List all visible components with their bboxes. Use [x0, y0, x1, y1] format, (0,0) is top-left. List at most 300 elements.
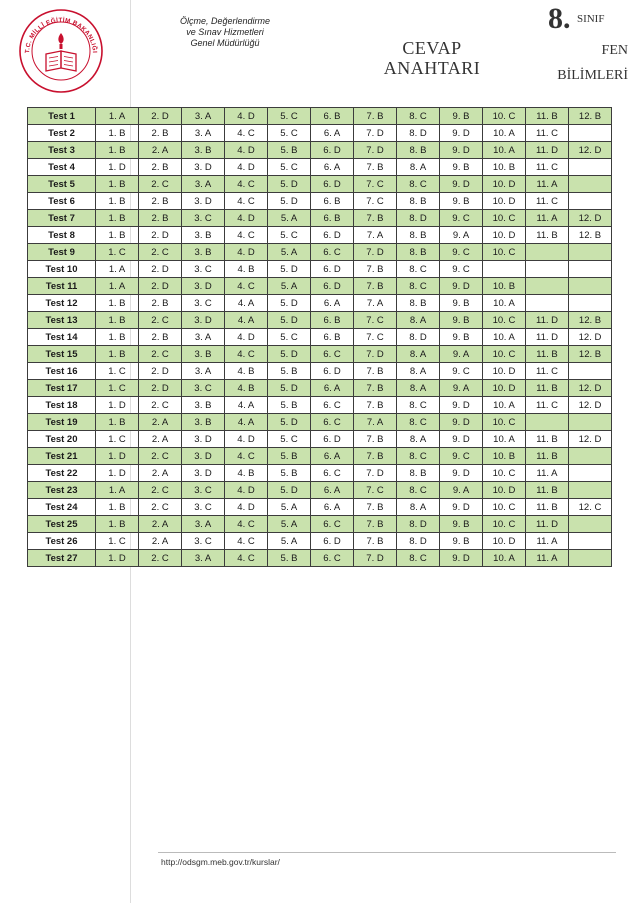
- answer-cell: 4. C: [225, 193, 268, 210]
- answer-cell: 5. B: [268, 550, 311, 567]
- answer-cell: 7. D: [354, 346, 397, 363]
- answer-cell: 7. D: [354, 550, 397, 567]
- answer-cell: 11. B: [526, 448, 569, 465]
- grade-label: [548, 2, 604, 36]
- test-name-cell: Test 20: [28, 431, 96, 448]
- answer-cell: 3. C: [182, 295, 225, 312]
- answer-cell: 4. D: [225, 142, 268, 159]
- answer-cell: 6. D: [311, 142, 354, 159]
- answer-cell: 10. C: [483, 516, 526, 533]
- test-name-cell: Test 23: [28, 482, 96, 499]
- answer-cell: 10. C: [483, 108, 526, 125]
- answer-cell: 10. D: [483, 363, 526, 380]
- answer-cell: 2. B: [139, 210, 182, 227]
- answer-cell: 5. D: [268, 380, 311, 397]
- answer-cell: 2. B: [139, 329, 182, 346]
- answer-cell: 4. C: [225, 227, 268, 244]
- test-name-cell: Test 1: [28, 108, 96, 125]
- answer-cell: 2. C: [139, 244, 182, 261]
- answer-cell: 5. A: [268, 278, 311, 295]
- answer-cell: 6. B: [311, 193, 354, 210]
- answer-cell: 8. C: [397, 397, 440, 414]
- answer-cell: 8. A: [397, 380, 440, 397]
- answer-cell: 8. D: [397, 329, 440, 346]
- org-line: Genel Müdürlüğü: [190, 38, 260, 48]
- answer-cell: 10. A: [483, 397, 526, 414]
- answer-cell: 2. B: [139, 125, 182, 142]
- answer-cell: 10. B: [483, 448, 526, 465]
- answer-cell: 8. D: [397, 210, 440, 227]
- table-row: [28, 482, 612, 499]
- answer-cell: 8. D: [397, 125, 440, 142]
- answer-cell: 4. D: [225, 210, 268, 227]
- answer-cell: 3. A: [182, 125, 225, 142]
- table-row: [28, 227, 612, 244]
- answer-cell: 5. C: [268, 431, 311, 448]
- answer-cell: 9. B: [440, 295, 483, 312]
- answer-cell: 9. B: [440, 108, 483, 125]
- answer-cell: [569, 125, 612, 142]
- answer-cell: 1. B: [96, 516, 139, 533]
- answer-cell: 11. D: [526, 312, 569, 329]
- table-row: [28, 465, 612, 482]
- answer-cell: 4. C: [225, 448, 268, 465]
- answer-cell: 10. B: [483, 159, 526, 176]
- answer-cell: 1. D: [96, 159, 139, 176]
- answer-cell: 10. D: [483, 533, 526, 550]
- answer-cell: 1. A: [96, 278, 139, 295]
- answer-cell: 10. D: [483, 380, 526, 397]
- test-name-cell: Test 27: [28, 550, 96, 567]
- answer-cell: [569, 261, 612, 278]
- answer-cell: 4. C: [225, 533, 268, 550]
- page-title: [362, 38, 502, 78]
- answer-cell: 3. A: [182, 176, 225, 193]
- answer-cell: 2. C: [139, 550, 182, 567]
- logo-lettering: T.C. MİLLÎ EĞİTİM BAKANLIĞI: [23, 16, 99, 54]
- answer-cell: [569, 465, 612, 482]
- answer-cell: 9. C: [440, 244, 483, 261]
- answer-cell: 4. A: [225, 312, 268, 329]
- table-row: [28, 210, 612, 227]
- answer-cell: 1. B: [96, 176, 139, 193]
- answer-cell: 11. C: [526, 363, 569, 380]
- answer-cell: 3. D: [182, 193, 225, 210]
- table-row: [28, 312, 612, 329]
- answer-cell: 6. D: [311, 533, 354, 550]
- answer-cell: 9. B: [440, 312, 483, 329]
- answer-cell: 5. B: [268, 363, 311, 380]
- answer-cell: 2. A: [139, 414, 182, 431]
- answer-cell: 9. D: [440, 125, 483, 142]
- answer-cell: 1. B: [96, 312, 139, 329]
- answer-cell: 9. B: [440, 193, 483, 210]
- answer-cell: 9. B: [440, 329, 483, 346]
- answer-cell: 2. C: [139, 346, 182, 363]
- answer-cell: 5. B: [268, 397, 311, 414]
- answer-cell: 8. C: [397, 261, 440, 278]
- answer-cell: 7. C: [354, 312, 397, 329]
- answer-cell: 3. B: [182, 414, 225, 431]
- answer-cell: 6. C: [311, 244, 354, 261]
- answer-cell: 11. D: [526, 142, 569, 159]
- answer-cell: 6. A: [311, 159, 354, 176]
- table-row: [28, 125, 612, 142]
- answer-cell: [526, 244, 569, 261]
- answer-cell: 3. A: [182, 550, 225, 567]
- answer-cell: 6. C: [311, 550, 354, 567]
- answer-cell: 8. C: [397, 176, 440, 193]
- answer-cell: 4. C: [225, 516, 268, 533]
- answer-cell: 7. C: [354, 176, 397, 193]
- answer-cell: 8. C: [397, 448, 440, 465]
- answer-cell: 1. D: [96, 448, 139, 465]
- answer-cell: 9. D: [440, 278, 483, 295]
- answer-cell: 9. D: [440, 176, 483, 193]
- answer-cell: 3. D: [182, 448, 225, 465]
- answer-cell: 6. A: [311, 295, 354, 312]
- answer-cell: 5. D: [268, 193, 311, 210]
- answer-cell: 1. D: [96, 397, 139, 414]
- answer-cell: 5. C: [268, 329, 311, 346]
- answer-cell: 4. D: [225, 431, 268, 448]
- answer-cell: 6. A: [311, 125, 354, 142]
- answer-cell: 1. D: [96, 550, 139, 567]
- answer-cell: 6. A: [311, 499, 354, 516]
- answer-cell: 8. A: [397, 431, 440, 448]
- answer-cell: 1. D: [96, 465, 139, 482]
- answer-cell: 5. C: [268, 159, 311, 176]
- answer-cell: 9. D: [440, 142, 483, 159]
- answer-cell: 1. A: [96, 108, 139, 125]
- answer-cell: 11. A: [526, 533, 569, 550]
- answer-cell: 4. D: [225, 244, 268, 261]
- title-line: CEVAP: [402, 38, 462, 58]
- answer-cell: 5. D: [268, 482, 311, 499]
- answer-cell: 1. B: [96, 414, 139, 431]
- answer-cell: 1. B: [96, 193, 139, 210]
- answer-cell: 3. B: [182, 142, 225, 159]
- answer-cell: 2. D: [139, 380, 182, 397]
- answer-cell: 11. A: [526, 550, 569, 567]
- test-name-cell: Test 9: [28, 244, 96, 261]
- answer-cell: 10. C: [483, 499, 526, 516]
- answer-cell: 10. D: [483, 227, 526, 244]
- answer-cell: 4. D: [225, 159, 268, 176]
- test-name-cell: Test 15: [28, 346, 96, 363]
- answer-cell: 10. C: [483, 210, 526, 227]
- answer-cell: [483, 261, 526, 278]
- answer-cell: 4. B: [225, 380, 268, 397]
- answer-cell: 1. A: [96, 261, 139, 278]
- answer-cell: 8. D: [397, 516, 440, 533]
- answer-cell: 7. D: [354, 244, 397, 261]
- answer-cell: 10. D: [483, 193, 526, 210]
- answer-cell: 3. C: [182, 380, 225, 397]
- answer-cell: 3. B: [182, 397, 225, 414]
- answer-cell: 2. A: [139, 142, 182, 159]
- test-name-cell: Test 18: [28, 397, 96, 414]
- answer-cell: 3. A: [182, 329, 225, 346]
- answer-cell: 4. C: [225, 346, 268, 363]
- org-line: ve Sınav Hizmetleri: [186, 27, 264, 37]
- answer-cell: 6. C: [311, 346, 354, 363]
- answer-cell: 10. C: [483, 244, 526, 261]
- table-row: [28, 278, 612, 295]
- answer-cell: [526, 414, 569, 431]
- answer-cell: 4. B: [225, 363, 268, 380]
- answer-cell: 10. C: [483, 414, 526, 431]
- answer-cell: 8. B: [397, 142, 440, 159]
- table-row: [28, 397, 612, 414]
- answer-cell: 8. B: [397, 227, 440, 244]
- answer-cell: 11. C: [526, 159, 569, 176]
- answer-cell: [569, 448, 612, 465]
- answer-cell: 11. B: [526, 380, 569, 397]
- answer-cell: 8. A: [397, 363, 440, 380]
- footer-rule: [158, 852, 616, 853]
- test-name-cell: Test 2: [28, 125, 96, 142]
- answer-cell: 2. D: [139, 227, 182, 244]
- org-line: Ölçme, Değerlendirme: [179, 16, 271, 26]
- answer-cell: 9. A: [440, 482, 483, 499]
- answer-cell: 5. C: [268, 125, 311, 142]
- answer-cell: 1. C: [96, 363, 139, 380]
- answer-cell: 8. B: [397, 244, 440, 261]
- answer-cell: 2. D: [139, 261, 182, 278]
- answer-cell: 10. A: [483, 329, 526, 346]
- table-row: [28, 295, 612, 312]
- answer-cell: 7. B: [354, 499, 397, 516]
- answer-cell: 6. B: [311, 329, 354, 346]
- answer-cell: 2. A: [139, 465, 182, 482]
- answer-cell: 6. B: [311, 312, 354, 329]
- answer-cell: 10. A: [483, 295, 526, 312]
- answer-cell: 2. A: [139, 533, 182, 550]
- answer-cell: 2. B: [139, 295, 182, 312]
- answer-cell: 5. D: [268, 261, 311, 278]
- answer-cell: 7. B: [354, 431, 397, 448]
- answer-cell: 11. B: [526, 108, 569, 125]
- answer-cell: 3. C: [182, 261, 225, 278]
- answer-cell: 11. D: [526, 329, 569, 346]
- footer-url: http://odsgm.meb.gov.tr/kurslar/: [161, 857, 280, 867]
- answer-cell: 9. D: [440, 397, 483, 414]
- answer-cell: 6. D: [311, 363, 354, 380]
- answer-cell: 4. D: [225, 108, 268, 125]
- answer-cell: 6. D: [311, 278, 354, 295]
- answer-cell: 7. D: [354, 465, 397, 482]
- answer-cell: 7. B: [354, 278, 397, 295]
- answer-cell: [569, 550, 612, 567]
- answer-cell: 10. C: [483, 346, 526, 363]
- answer-cell: 6. D: [311, 176, 354, 193]
- answer-cell: 1. B: [96, 499, 139, 516]
- table-row: [28, 108, 612, 125]
- answer-cell: 10. D: [483, 482, 526, 499]
- answer-cell: [526, 278, 569, 295]
- test-name-cell: Test 13: [28, 312, 96, 329]
- answer-cell: 8. B: [397, 465, 440, 482]
- answer-cell: 12. B: [569, 227, 612, 244]
- answer-cell: 9. D: [440, 414, 483, 431]
- answer-cell: 6. A: [311, 448, 354, 465]
- answer-cell: 7. C: [354, 329, 397, 346]
- answer-cell: [569, 295, 612, 312]
- answer-cell: 5. A: [268, 210, 311, 227]
- answer-cell: 9. B: [440, 159, 483, 176]
- answer-cell: 9. D: [440, 465, 483, 482]
- answer-cell: 2. C: [139, 397, 182, 414]
- answer-cell: 7. B: [354, 533, 397, 550]
- answer-cell: 11. B: [526, 431, 569, 448]
- answer-cell: 7. B: [354, 516, 397, 533]
- answer-cell: 11. B: [526, 499, 569, 516]
- answer-cell: 3. C: [182, 482, 225, 499]
- answer-cell: 4. D: [225, 499, 268, 516]
- answer-cell: 5. B: [268, 142, 311, 159]
- answer-cell: 1. B: [96, 346, 139, 363]
- answer-cell: 4. D: [225, 482, 268, 499]
- answer-cell: 11. D: [526, 516, 569, 533]
- answer-cell: [526, 261, 569, 278]
- table-row: [28, 533, 612, 550]
- test-name-cell: Test 10: [28, 261, 96, 278]
- answer-cell: 7. B: [354, 448, 397, 465]
- answer-cell: 4. C: [225, 125, 268, 142]
- answer-cell: 4. D: [225, 329, 268, 346]
- answer-cell: 2. C: [139, 176, 182, 193]
- answer-cell: 6. A: [311, 380, 354, 397]
- answer-cell: 9. B: [440, 533, 483, 550]
- answer-cell: 11. C: [526, 397, 569, 414]
- answer-cell: 12. D: [569, 142, 612, 159]
- answer-cell: [569, 533, 612, 550]
- answer-cell: 12. B: [569, 346, 612, 363]
- test-name-cell: Test 7: [28, 210, 96, 227]
- answer-cell: 2. B: [139, 159, 182, 176]
- answer-cell: 7. D: [354, 142, 397, 159]
- answer-cell: 10. A: [483, 125, 526, 142]
- answer-cell: 12. C: [569, 499, 612, 516]
- answer-cell: 9. D: [440, 431, 483, 448]
- answer-cell: 7. D: [354, 125, 397, 142]
- answer-cell: 5. A: [268, 516, 311, 533]
- answer-cell: [526, 295, 569, 312]
- answer-cell: 1. A: [96, 482, 139, 499]
- answer-cell: 9. C: [440, 448, 483, 465]
- answer-cell: [569, 482, 612, 499]
- test-name-cell: Test 8: [28, 227, 96, 244]
- answer-cell: 6. C: [311, 397, 354, 414]
- answer-cell: 4. A: [225, 397, 268, 414]
- answer-cell: 2. D: [139, 363, 182, 380]
- answer-cell: 1. B: [96, 142, 139, 159]
- answer-cell: 1. C: [96, 380, 139, 397]
- answer-cell: 12. D: [569, 210, 612, 227]
- answer-cell: 3. D: [182, 465, 225, 482]
- answer-cell: 1. C: [96, 533, 139, 550]
- subject-line-1: FEN: [601, 43, 628, 58]
- grade-word: SINIF: [576, 13, 605, 25]
- answer-cell: 9. C: [440, 261, 483, 278]
- answer-cell: 3. B: [182, 227, 225, 244]
- answer-cell: 3. D: [182, 278, 225, 295]
- answer-key-table: [27, 107, 612, 567]
- answer-cell: 1. B: [96, 210, 139, 227]
- answer-cell: 8. C: [397, 414, 440, 431]
- answer-cell: 2. C: [139, 448, 182, 465]
- table-row: [28, 244, 612, 261]
- answer-cell: 11. A: [526, 210, 569, 227]
- answer-cell: 7. B: [354, 397, 397, 414]
- table-row: [28, 431, 612, 448]
- answer-cell: 5. D: [268, 176, 311, 193]
- answer-cell: 3. A: [182, 108, 225, 125]
- answer-cell: 8. A: [397, 312, 440, 329]
- answer-cell: [569, 176, 612, 193]
- answer-cell: 11. A: [526, 176, 569, 193]
- answer-cell: 10. B: [483, 278, 526, 295]
- answer-cell: [569, 414, 612, 431]
- test-name-cell: Test 12: [28, 295, 96, 312]
- answer-cell: 2. A: [139, 516, 182, 533]
- answer-cell: 8. B: [397, 295, 440, 312]
- answer-cell: 4. B: [225, 465, 268, 482]
- answer-cell: 12. D: [569, 397, 612, 414]
- answer-cell: 9. C: [440, 210, 483, 227]
- test-name-cell: Test 19: [28, 414, 96, 431]
- table-row: [28, 499, 612, 516]
- table-row: [28, 176, 612, 193]
- test-name-cell: Test 5: [28, 176, 96, 193]
- table-row: [28, 142, 612, 159]
- answer-cell: 11. B: [526, 346, 569, 363]
- answer-cell: 11. C: [526, 125, 569, 142]
- test-name-cell: Test 16: [28, 363, 96, 380]
- answer-cell: 2. C: [139, 482, 182, 499]
- answer-cell: 3. A: [182, 516, 225, 533]
- answer-cell: 9. B: [440, 516, 483, 533]
- answer-cell: 5. A: [268, 533, 311, 550]
- answer-cell: 3. D: [182, 159, 225, 176]
- answer-cell: 1. B: [96, 125, 139, 142]
- answer-cell: 1. B: [96, 227, 139, 244]
- answer-cell: 8. B: [397, 193, 440, 210]
- answer-cell: [569, 516, 612, 533]
- table-row: [28, 159, 612, 176]
- answer-cell: 11. A: [526, 465, 569, 482]
- table-row: [28, 346, 612, 363]
- answer-cell: 9. A: [440, 380, 483, 397]
- answer-cell: [569, 278, 612, 295]
- answer-cell: 7. B: [354, 363, 397, 380]
- answer-cell: 6. C: [311, 516, 354, 533]
- answer-cell: [569, 159, 612, 176]
- answer-cell: 4. C: [225, 278, 268, 295]
- answer-cell: 8. C: [397, 482, 440, 499]
- answer-cell: 8. A: [397, 346, 440, 363]
- table-row: [28, 550, 612, 567]
- answer-cell: 10. A: [483, 142, 526, 159]
- test-name-cell: Test 24: [28, 499, 96, 516]
- answer-cell: 1. C: [96, 244, 139, 261]
- answer-cell: 3. D: [182, 431, 225, 448]
- answer-cell: 7. B: [354, 210, 397, 227]
- answer-cell: 4. B: [225, 261, 268, 278]
- answer-cell: [569, 193, 612, 210]
- answer-cell: 4. A: [225, 295, 268, 312]
